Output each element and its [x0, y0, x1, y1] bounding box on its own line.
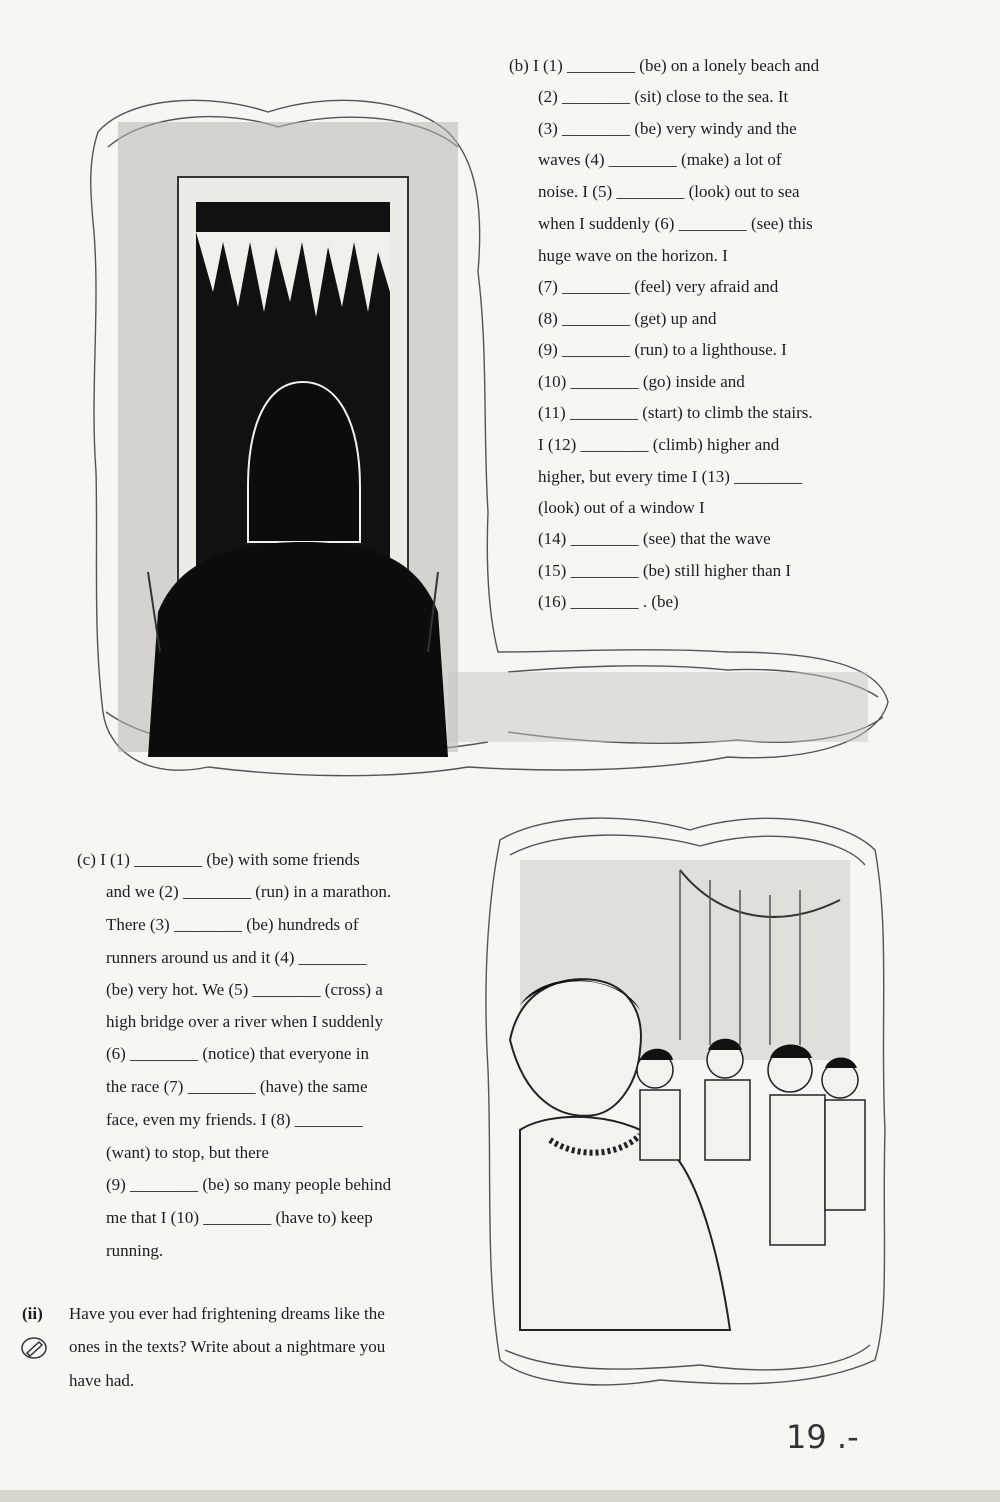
exercise-c-line: (6) ________ (notice) that everyone in	[106, 1044, 369, 1063]
question-ii-line: Have you ever had frightening dreams like the	[69, 1304, 385, 1323]
exercise-c-line: high bridge over a river when I suddenly	[106, 1012, 384, 1031]
runners-illustration	[480, 810, 890, 1390]
exercise-c-line: There (3) ________ (be) hundreds of	[106, 915, 359, 934]
exercise-b-line: (2) ________ (sit) close to the sea. It	[538, 87, 789, 106]
exercise-b-line: (11) ________ (start) to climb the stairs.	[538, 403, 813, 422]
exercise-c-line: (want) to stop, but there	[106, 1143, 269, 1162]
exercise-b-line: (look) out of a window I	[538, 498, 705, 517]
exercise-b-line: noise. I (5) ________ (look) out to sea	[538, 182, 800, 201]
exercise-c-line: face, even my friends. I (8) ________	[106, 1110, 363, 1129]
exercise-b-line: (8) ________ (get) up and	[538, 309, 717, 328]
exercise-b-line: (15) ________ (be) still higher than I	[538, 561, 792, 580]
question-ii-line: have had.	[69, 1371, 135, 1390]
exercise-b-line: (14) ________ (see) that the wave	[538, 529, 771, 548]
pencil-icon	[20, 1336, 48, 1360]
exercise-c-line: and we (2) ________ (run) in a marathon.	[106, 882, 392, 901]
exercise-b-line: (10) ________ (go) inside and	[538, 372, 745, 391]
exercise-b-line: huge wave on the horizon. I	[538, 246, 728, 265]
exercise-c-line: runners around us and it (4) ________	[106, 948, 367, 967]
exercise-b-line: (b) I (1) ________ (be) on a lonely beach and	[509, 56, 820, 75]
page-number: 19 .-	[786, 1418, 859, 1456]
exercise-c-line: me that I (10) ________ (have to) keep	[106, 1208, 373, 1227]
exercise-c-line: running.	[106, 1241, 164, 1260]
question-ii-label: (ii)	[22, 1304, 43, 1323]
exercise-b-line: (16) ________ . (be)	[538, 592, 679, 611]
exercise-b-line: when I suddenly (6) ________ (see) this	[538, 214, 813, 233]
exercise-c-line: (9) ________ (be) so many people behind	[106, 1175, 392, 1194]
question-ii-line: ones in the texts? Write about a nightmare you	[69, 1337, 386, 1356]
exercise-b-line: I (12) ________ (climb) higher and	[538, 435, 780, 454]
exercise-b-line: higher, but every time I (13) ________	[538, 467, 803, 486]
exercise-b-line: (9) ________ (run) to a lighthouse. I	[538, 340, 787, 359]
exercise-b-line: (3) ________ (be) very windy and the	[538, 119, 797, 138]
exercise-b-line: (7) ________ (feel) very afraid and	[538, 277, 779, 296]
exercise-c-line: (be) very hot. We (5) ________ (cross) a	[106, 980, 383, 999]
page-edge	[0, 1490, 1000, 1502]
exercise-c-line: (c) I (1) ________ (be) with some friends	[77, 850, 360, 869]
exercise-b-line: waves (4) ________ (make) a lot of	[538, 150, 782, 169]
exercise-c-line: the race (7) ________ (have) the same	[106, 1077, 368, 1096]
